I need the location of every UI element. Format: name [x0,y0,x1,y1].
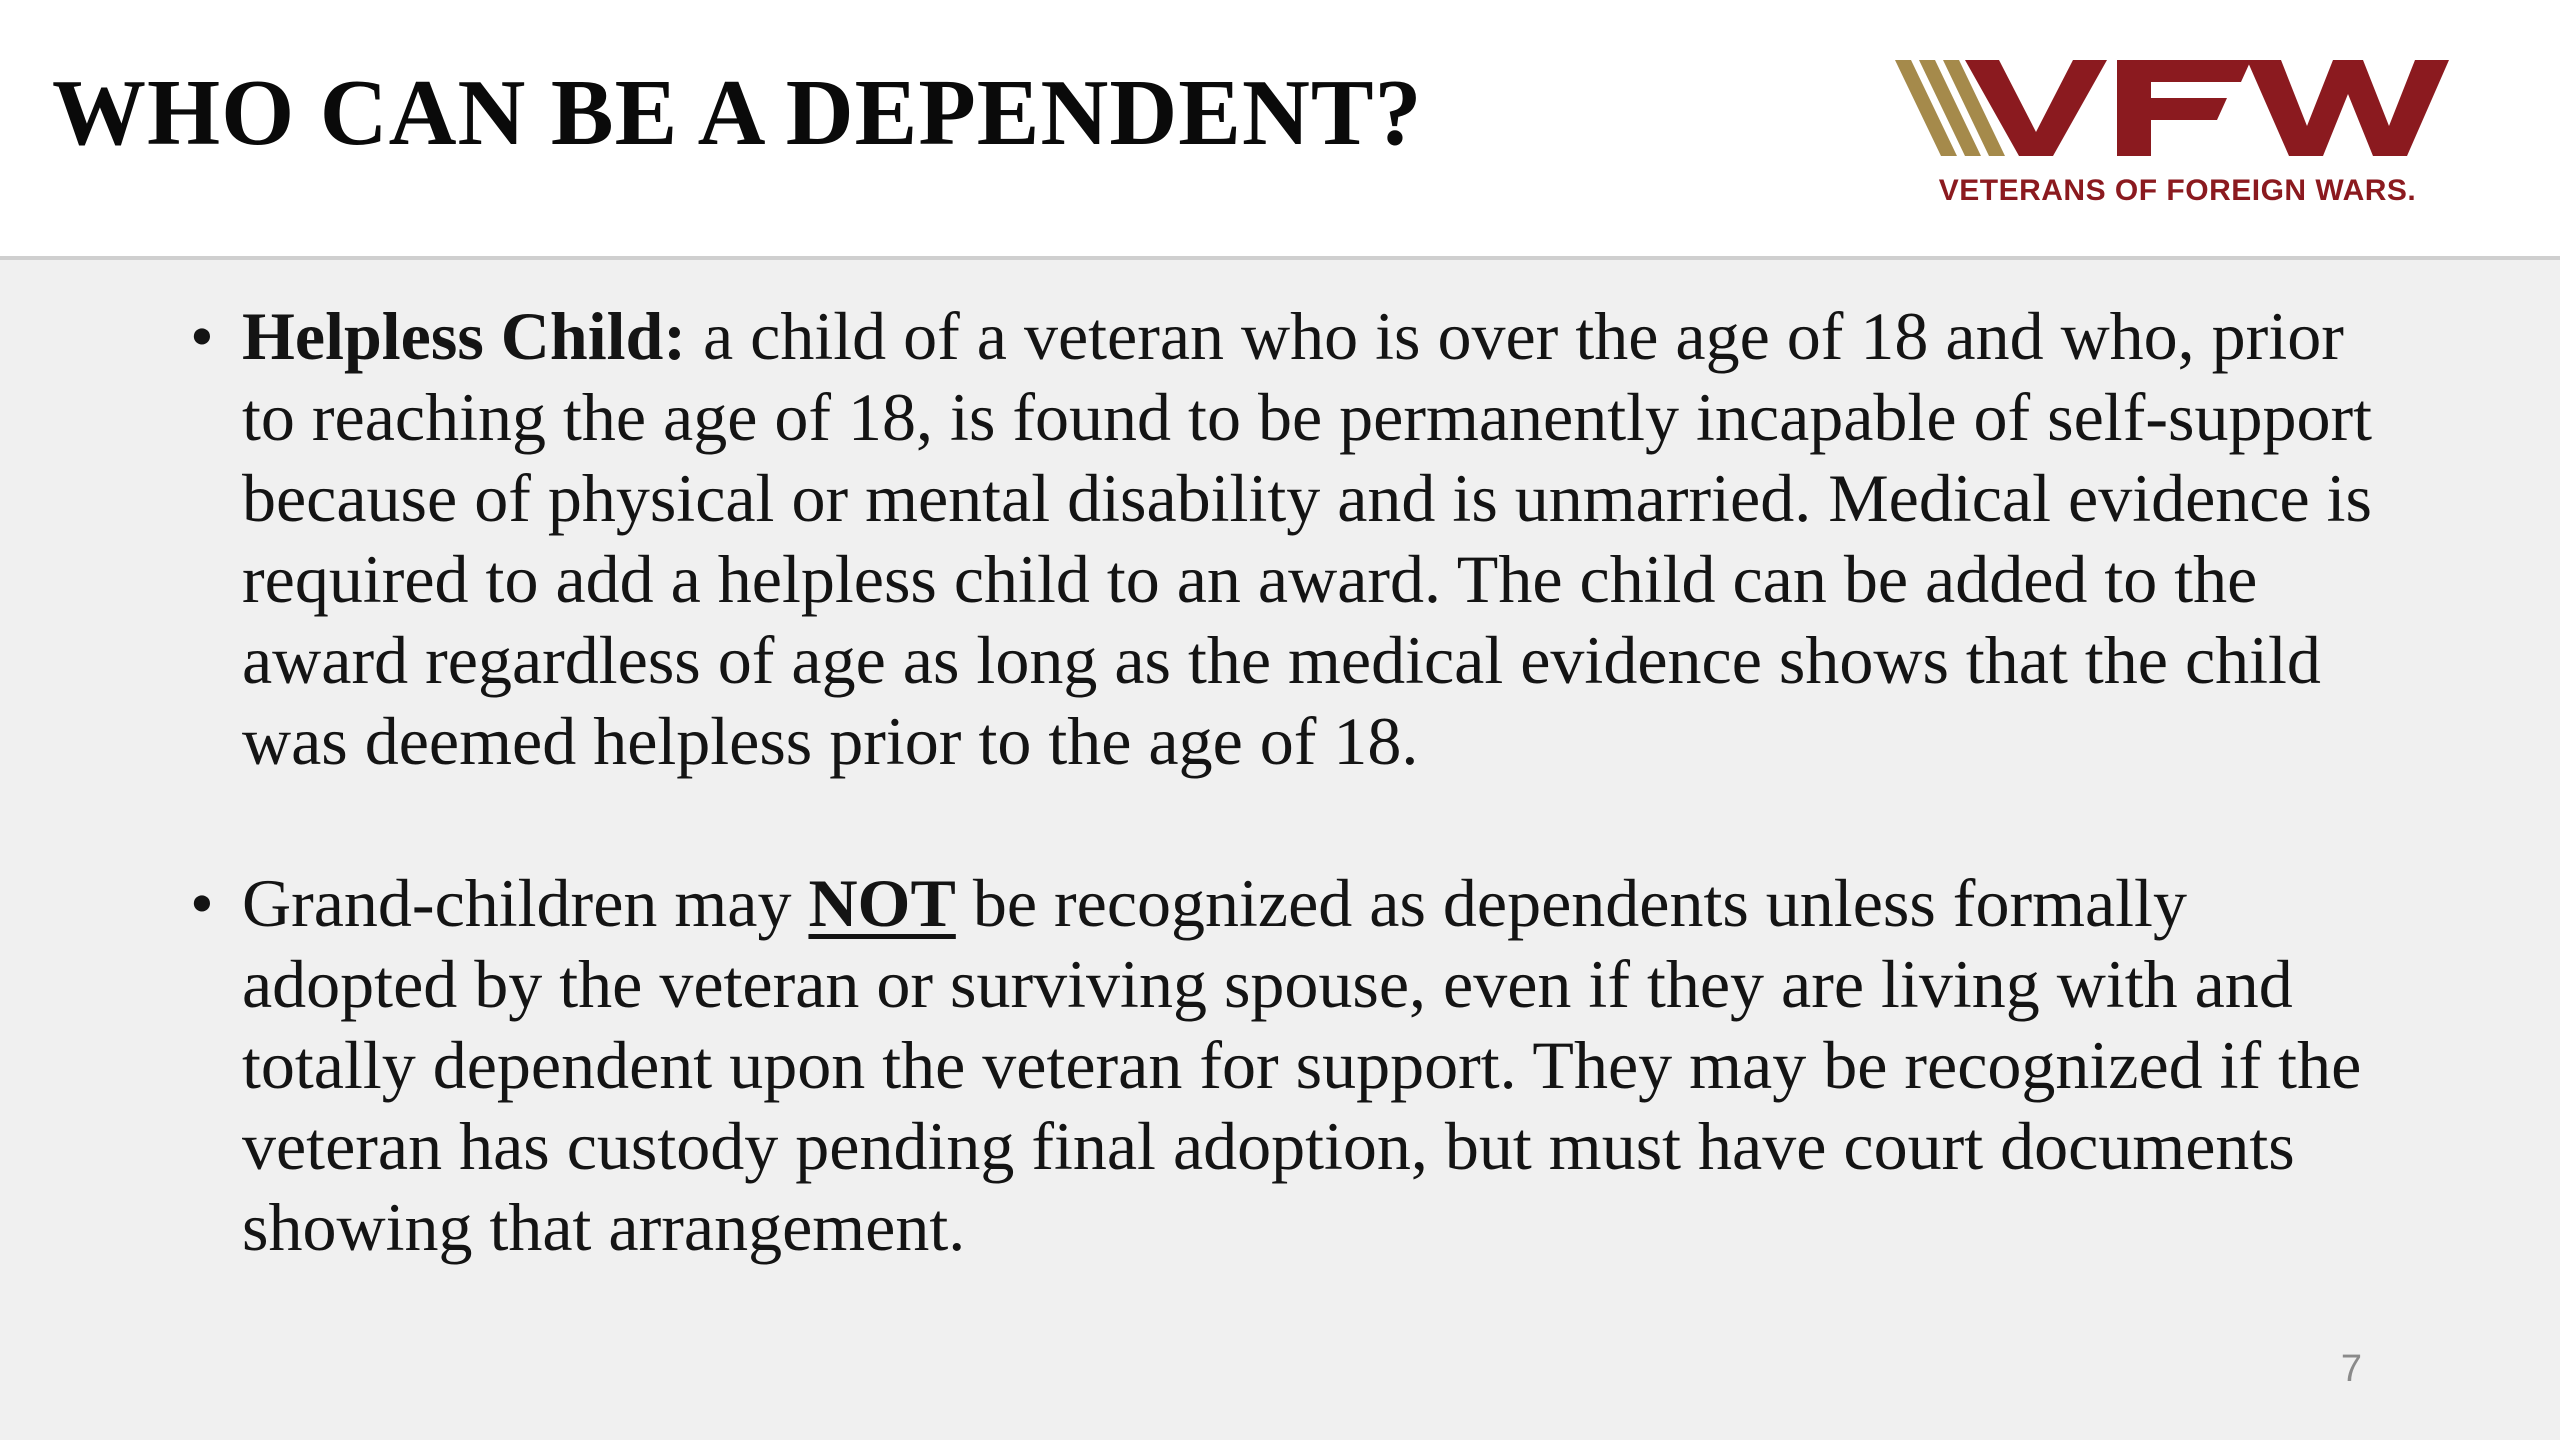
slide-header [0,0,2560,256]
vfw-logo [1895,52,2460,212]
bullet-term: Helpless Child: [242,298,686,374]
bullet-marker: • [190,865,214,941]
header-divider [0,256,2560,260]
slide-title: WHO CAN BE A DEPENDENT? [52,61,1423,165]
bullet-text-before: Grand-children may [242,865,809,941]
bullet-emphasis: NOT [808,865,956,941]
bullet-grandchildren [190,863,2390,1268]
vfw-logo-mark [1895,52,2460,172]
page-number: 7 [2340,1348,2362,1390]
bullet-marker: • [190,298,214,374]
bullet-text-after: be recognized as dependents unless formally adopted by the veteran or surviving spouse, even if they are living with and totally dependent upon the veteran for support. They may be recognized if the veteran has custody pending final adoption, but must have court documents showing that arrangement. [242,865,2362,1265]
bullet-text: a child of a veteran who is over the age of 18 and who, prior to reaching the age of 18, is found to be permanently incapable of self-support because of physical or mental disability and is unmarried. Medical evidence is required to add a helpless child to an award. The child can be added to the award regardless of age as long as the medical evidence shows that the child was deemed helpless prior to the age of 18. [242,298,2372,779]
logo-tagline: VETERANS OF FOREIGN WARS. [1938,174,2417,207]
slide-body [190,296,2390,1268]
bullet-helpless-child [190,296,2390,782]
